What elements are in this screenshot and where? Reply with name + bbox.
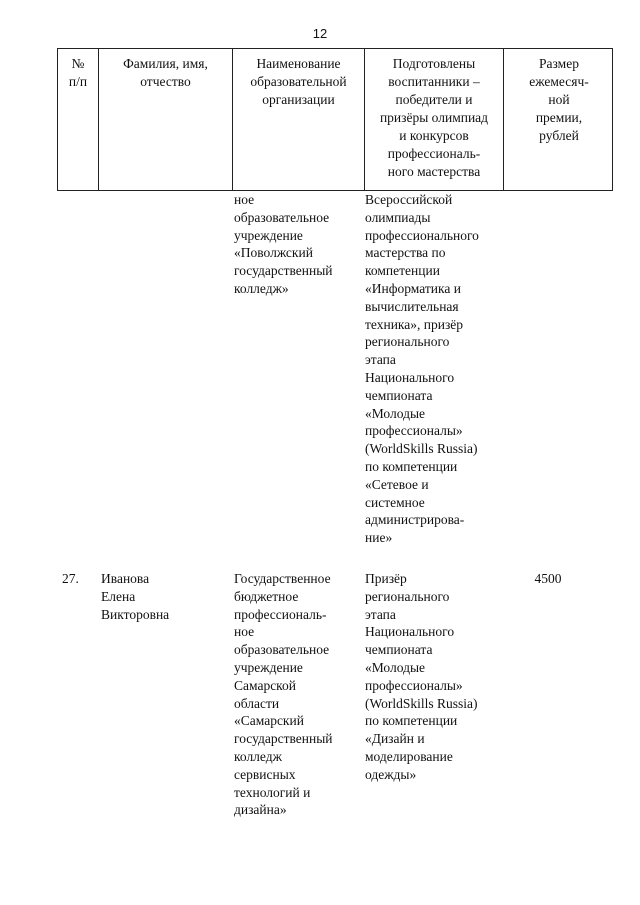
- table-header: [57, 48, 613, 191]
- header-full-name: Фамилия, имя, отчество: [98, 49, 232, 190]
- row-organization: Государственное бюджетное профессиональ- ное образовательное учреждение Самарской области «Самарский государственный колледж сервисных технологий и дизайна»: [234, 571, 333, 818]
- header-number: № п/п: [68, 56, 88, 89]
- header-organization: Наименование образовательной организации: [232, 49, 364, 190]
- row-continued-achievement: Всероссийской олимпиады профессионального мастерства по компетенции «Информатика и вычислительная техника», призёр регионального этапа Национального чемпионата «Молодые профессионалы» (WorldSkills Russia) по компетенции «Сетевое и системное администрирова- ние»: [365, 192, 479, 546]
- header-achievements: Подготовлены воспитанники – победители и призёры олимпиад и конкурсов профессиональ- ного мастерства: [364, 49, 503, 190]
- row-full-name: Иванова Елена Викторовна: [101, 571, 170, 622]
- header-prize: Размер ежемесяч- ной премии, рублей: [503, 49, 614, 190]
- row-continued-organization: ное образовательное учреждение «Поволжский государственный колледж»: [234, 192, 333, 296]
- row-achievement: Призёр регионального этапа Национального чемпионата «Молодые профессионалы» (WorldSkills Russia) по компетенции «Дизайн и моделирование одежды»: [365, 571, 478, 782]
- row-prize: 4500: [534, 571, 562, 586]
- page-number: 12: [312, 26, 328, 41]
- row-number: 27.: [62, 571, 79, 586]
